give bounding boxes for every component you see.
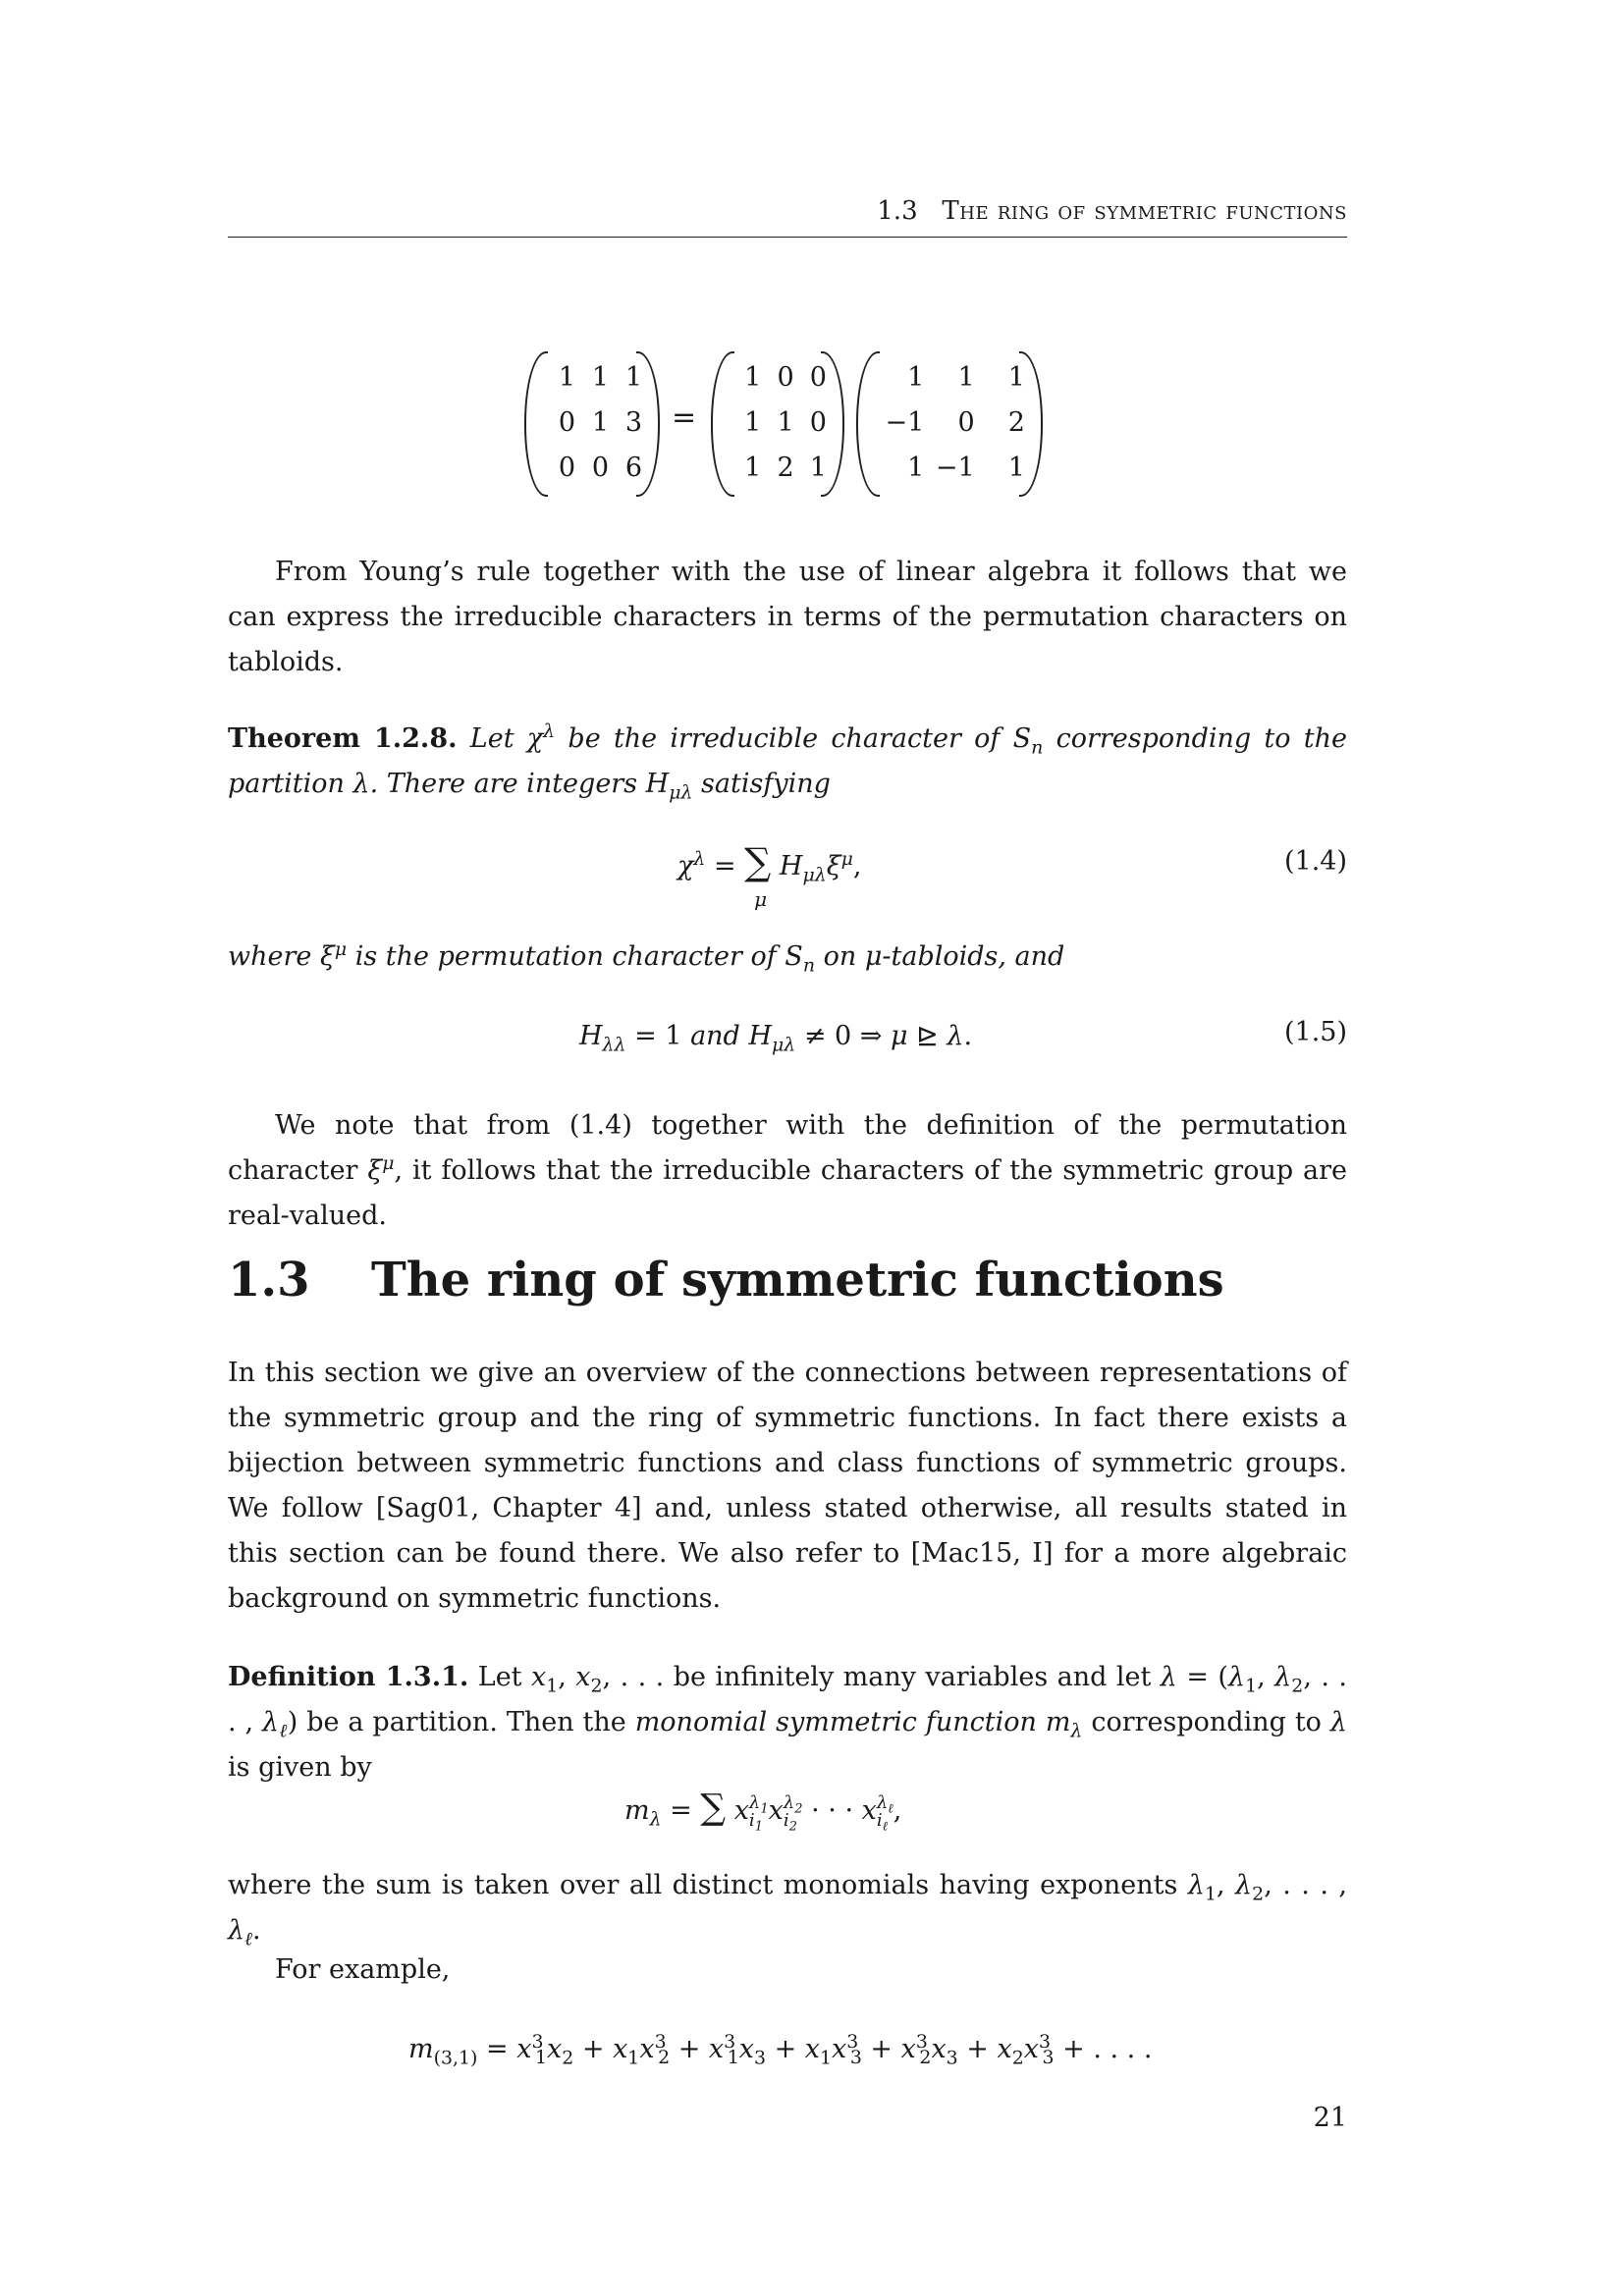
- term-monomial-symmetric-function: monomial symmetric function: [634, 1707, 1037, 1737]
- matrix-c-cell: 1: [907, 362, 925, 393]
- paragraph-real-valued: We note that from (1.4) together with the definition of the permutation character $\xi^\mu$, it follows that the irreducible characters of the symmetric group are real-valued.: [228, 1110, 1347, 1231]
- matrix-c: [856, 355, 1043, 491]
- paragraph-youngs-rule: From Young’s rule together with the use of linear algebra it follows that we can express the irreducible characters in terms of the permutation characters on tabloids.: [228, 557, 1347, 677]
- equation-number-1-4: (1.4): [1283, 846, 1347, 877]
- matrix-a-cell: 1: [591, 362, 609, 393]
- equation-1-4: $\chi^\lambda$ = ∑ μ $H_{\mu\lambda}\xi^\mu$,: [677, 840, 862, 911]
- matrix-a-cell: 1: [624, 362, 642, 393]
- matrix-a-cell: 0: [591, 453, 609, 483]
- matrix-c-cell: −1: [935, 453, 975, 483]
- matrix-c-cell: 1: [957, 362, 975, 393]
- matrix-a: [524, 355, 660, 491]
- matrix-b-cell: 1: [809, 453, 827, 483]
- definition-label: Definition 1.3.1.: [228, 1662, 469, 1692]
- matrix-c-cell: 1: [907, 453, 925, 483]
- matrix-a-cell: 1: [591, 407, 609, 438]
- equation-monomial: $m_\lambda$ = ∑ x $\lambda_1$ $i_1$ x $\lambda_2$ $i_2$ · · · x $\lambda_\ell$ $i_\ell$ ,: [624, 1788, 902, 1835]
- theorem-label: Theorem 1.2.8.: [228, 723, 458, 754]
- matrix-a-cell: 0: [558, 453, 575, 483]
- paragraph-overview: In this section we give an overview of the connections between representations of the symmetric group and the ring of symmetric functions. In fact there exists a bijection between symmetric functions and class functions of symmetric groups. We follow [Sag01, Chapter 4] and, unless stated otherwise, all results stated in this section can be found there. We also refer to [Mac15, I] for a more algebraic background on symmetric functions.: [228, 1358, 1347, 1614]
- matrix-a-cell: 0: [558, 407, 575, 438]
- header-title: The ring of symmetric functions: [942, 196, 1347, 226]
- matrix-a-cell: 3: [624, 407, 642, 438]
- matrix-equals: =: [672, 400, 697, 435]
- matrix-b-cell: 0: [777, 362, 794, 393]
- page-number: 21: [1313, 2103, 1347, 2133]
- equation-1-5: $H_{\lambda\lambda} = 1$ and $H_{\mu\lambda} \ne 0$ ⇒ μ ⊵ λ.: [579, 1021, 973, 1056]
- equation-example-m31: $m_{(3,1)} = x^3_1x_2 + x_1x^3_2 + x^3_1x_3 + x_1x^3_3 + x^3_2x_3 + x_2x^3_3$ + . . . .: [408, 2031, 1153, 2069]
- header-rule: [228, 237, 1347, 238]
- running-header: [228, 196, 1347, 226]
- matrix-a-cell: 6: [624, 453, 642, 483]
- definition-1-3-1: Definition 1.3.1. Let $x_1$, $x_2$, . . . be infinitely many variables and let $\lambda = (\lambda_1$, $\lambda_2$, . . . , $\lambda_\ell$) be a partition. Then the monomial symmetric function $m_\lambda$ corresponding to λ is given by: [228, 1662, 1347, 1783]
- matrix-b-cell: 0: [809, 362, 827, 393]
- matrix-c-cell: 0: [957, 407, 975, 438]
- matrix-b-cell: 0: [809, 407, 827, 438]
- header-number: 1.3: [877, 196, 918, 226]
- section-title: The ring of symmetric functions: [371, 1253, 1224, 1308]
- matrix-b-cell: 1: [744, 362, 762, 393]
- equation-number-1-5: (1.5): [1283, 1017, 1347, 1047]
- theorem-1-2-8: Theorem 1.2.8. Let $\chi^\lambda$ be the irreducible character of $S_n$ corresponding to the partition λ. There are integers $H_{\mu\lambda}$ satisfying: [228, 721, 1347, 804]
- matrix-c-cell: 1: [1007, 453, 1025, 483]
- matrix-c-cell: 2: [1007, 407, 1025, 438]
- matrix-b: [711, 355, 844, 491]
- matrix-b-cell: 1: [777, 407, 794, 438]
- matrix-c-cell: 1: [1007, 362, 1025, 393]
- matrix-b-cell: 1: [744, 407, 762, 438]
- example-intro: For example,: [275, 1954, 451, 1985]
- section-number: 1.3: [228, 1253, 310, 1308]
- matrix-a-cell: 1: [558, 362, 575, 393]
- theorem-where-clause: where $\xi^\mu$ is the permutation character of $S_n$ on μ-tabloids, and: [228, 938, 1065, 977]
- matrix-b-cell: 1: [744, 453, 762, 483]
- definition-where-clause: where the sum is taken over all distinct monomials having exponents $\lambda_1$, $\lambda_2$, . . . , $\lambda_\ell$.: [228, 1870, 1348, 1950]
- matrix-b-cell: 2: [777, 453, 794, 483]
- matrix-c-cell: −1: [885, 407, 925, 438]
